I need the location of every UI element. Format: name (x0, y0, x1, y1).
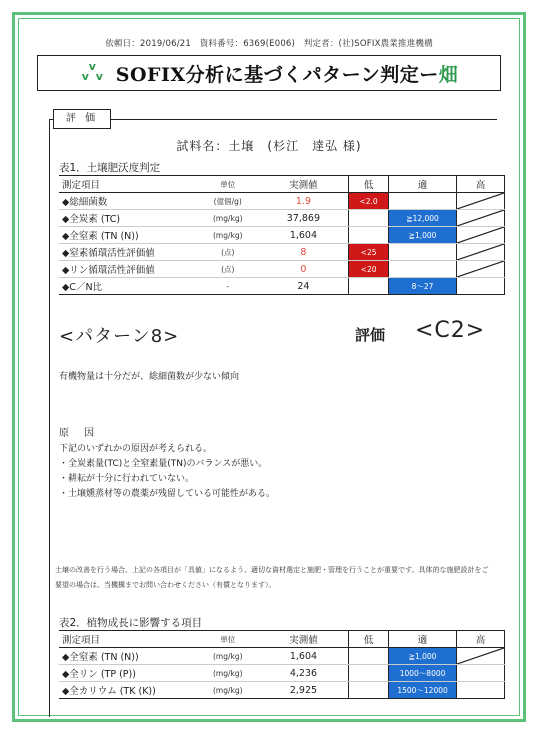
table2-header-row (59, 631, 505, 648)
table1-header-value: 実測値 (259, 176, 349, 193)
cause-title: 原 因 (59, 428, 101, 439)
table-row (59, 193, 505, 210)
row-item: ◆リン循環活性評価値 (59, 261, 197, 278)
cause-line: ・土壌燻蒸材等の農薬が残留している可能性がある。 (59, 489, 276, 499)
row-low-cell (349, 227, 389, 244)
sofix-logo-icon: v v v (81, 60, 103, 83)
row-unit: - (197, 278, 259, 295)
row-item: ◆全窒素 (TN (N)) (59, 648, 197, 665)
row-mid-cell (389, 261, 457, 278)
row-low-cell (349, 665, 389, 682)
table2-header-high: 高 (457, 631, 505, 648)
table-row (59, 665, 505, 682)
row-item: ◆全リン (TP (P)) (59, 665, 197, 682)
row-mid-cell: ≧1,000 (389, 648, 457, 665)
row-item: ◆全炭素 (TC) (59, 210, 197, 227)
table1-header-item: 測定項目 (59, 176, 197, 193)
table-row (59, 210, 505, 227)
table2-header-low: 低 (349, 631, 389, 648)
row-value: 8 (259, 244, 349, 261)
row-high-cell (457, 210, 505, 227)
row-low-cell (349, 278, 389, 295)
row-value: 1,604 (259, 227, 349, 244)
row-value: 24 (259, 278, 349, 295)
row-value: 1.9 (259, 193, 349, 210)
row-value: 2,925 (259, 682, 349, 699)
table1 (59, 175, 505, 295)
row-low-cell: <20 (349, 261, 389, 278)
row-low-cell: <25 (349, 244, 389, 261)
row-mid-cell: 8〜27 (389, 278, 457, 295)
row-mid-cell: 1500〜12000 (389, 682, 457, 699)
table2-title: 表2．植物成長に影響する項目 (59, 617, 203, 629)
not-applicable-hatch-icon (457, 244, 504, 260)
row-value: 1,604 (259, 648, 349, 665)
row-unit: (億個/g) (197, 193, 259, 210)
grade-value: <C2> (415, 318, 486, 343)
row-high-cell (457, 227, 505, 244)
row-high-cell (457, 193, 505, 210)
page-title-accent: 畑 (438, 63, 459, 86)
cause-line: ・耕耘が十分に行われていない。 (59, 474, 195, 484)
row-low-cell (349, 210, 389, 227)
row-low-cell (349, 682, 389, 699)
row-mid-cell (389, 193, 457, 210)
not-applicable-hatch-icon (457, 193, 504, 209)
row-high-cell (457, 244, 505, 261)
row-unit: (mg/kg) (197, 682, 259, 699)
row-item: ◆C／N比 (59, 278, 197, 295)
report-page (12, 12, 526, 722)
sample-name: 試料名：土壌 (杉江 達弘 様) (176, 139, 362, 153)
table1-title: 表1．土壌肥沃度判定 (59, 162, 161, 174)
table-row (59, 648, 505, 665)
row-unit: (mg/kg) (197, 665, 259, 682)
not-applicable-hatch-icon (457, 648, 504, 664)
cause-line: ・全炭素量(TC)と全窒素量(TN)のバランスが悪い。 (59, 459, 268, 469)
grade-label: 評価 (355, 326, 386, 344)
title-box (37, 55, 501, 91)
header-meta: 依頼日：2019/06/21 資料番号：6369(E006) 判定者：(社)SOFIX農業推進機構 (105, 39, 433, 49)
row-mid-cell: ≧1,000 (389, 227, 457, 244)
table1-header-low: 低 (349, 176, 389, 193)
table2-header-value: 実測値 (259, 631, 349, 648)
cause-line: 下記のいずれかの原因が考えられる。 (59, 444, 213, 454)
not-applicable-hatch-icon (457, 261, 504, 277)
table-row (59, 682, 505, 699)
summary-text: 有機物量は十分だが、総細菌数が少ない傾向 (59, 372, 240, 382)
row-value: 37,869 (259, 210, 349, 227)
row-high-cell (457, 648, 505, 665)
row-unit: (点) (197, 261, 259, 278)
table2-header-mid: 適 (389, 631, 457, 648)
row-unit: (mg/kg) (197, 210, 259, 227)
table1-header-high: 高 (457, 176, 505, 193)
table1-header-mid: 適 (389, 176, 457, 193)
row-unit: (mg/kg) (197, 227, 259, 244)
row-low-cell: <2.0 (349, 193, 389, 210)
not-applicable-hatch-icon (457, 227, 504, 243)
row-unit: (点) (197, 244, 259, 261)
table-row (59, 261, 505, 278)
page-title-main: SOFIX分析に基づくパターン判定ー (115, 63, 439, 86)
table2 (59, 630, 505, 699)
row-item: ◆全窒素 (TN (N)) (59, 227, 197, 244)
table-row (59, 227, 505, 244)
row-unit: (mg/kg) (197, 648, 259, 665)
row-item: ◆全カリウム (TK (K)) (59, 682, 197, 699)
evaluation-label: 評 価 (53, 109, 111, 129)
row-high-cell (457, 261, 505, 278)
row-mid-cell: 1000〜8000 (389, 665, 457, 682)
table-row (59, 244, 505, 261)
pattern-result: <パターン8> (59, 326, 180, 347)
table1-header-row (59, 176, 505, 193)
row-high-cell (457, 278, 505, 295)
page-title (116, 60, 459, 87)
table2-header-unit: 単位 (197, 631, 259, 648)
row-value: 4,236 (259, 665, 349, 682)
footnote: 土壌の改善を行う場合、上記の各項目が「具値」になるよう、適切な資材選定と施肥・管理を行うことが重要です。具体的な施肥設計をご要望の場合は、当機構までお問い合わせください（有償となります）。 (55, 566, 489, 589)
table-row (59, 278, 505, 295)
row-high-cell (457, 682, 505, 699)
not-applicable-hatch-icon (457, 210, 504, 226)
row-value: 0 (259, 261, 349, 278)
row-item: ◆窒素循環活性評価値 (59, 244, 197, 261)
row-high-cell (457, 665, 505, 682)
row-item: ◆総細菌数 (59, 193, 197, 210)
row-mid-cell: ≧12,000 (389, 210, 457, 227)
row-mid-cell (389, 244, 457, 261)
table2-header-item: 測定項目 (59, 631, 197, 648)
row-low-cell (349, 648, 389, 665)
table1-header-unit: 単位 (197, 176, 259, 193)
